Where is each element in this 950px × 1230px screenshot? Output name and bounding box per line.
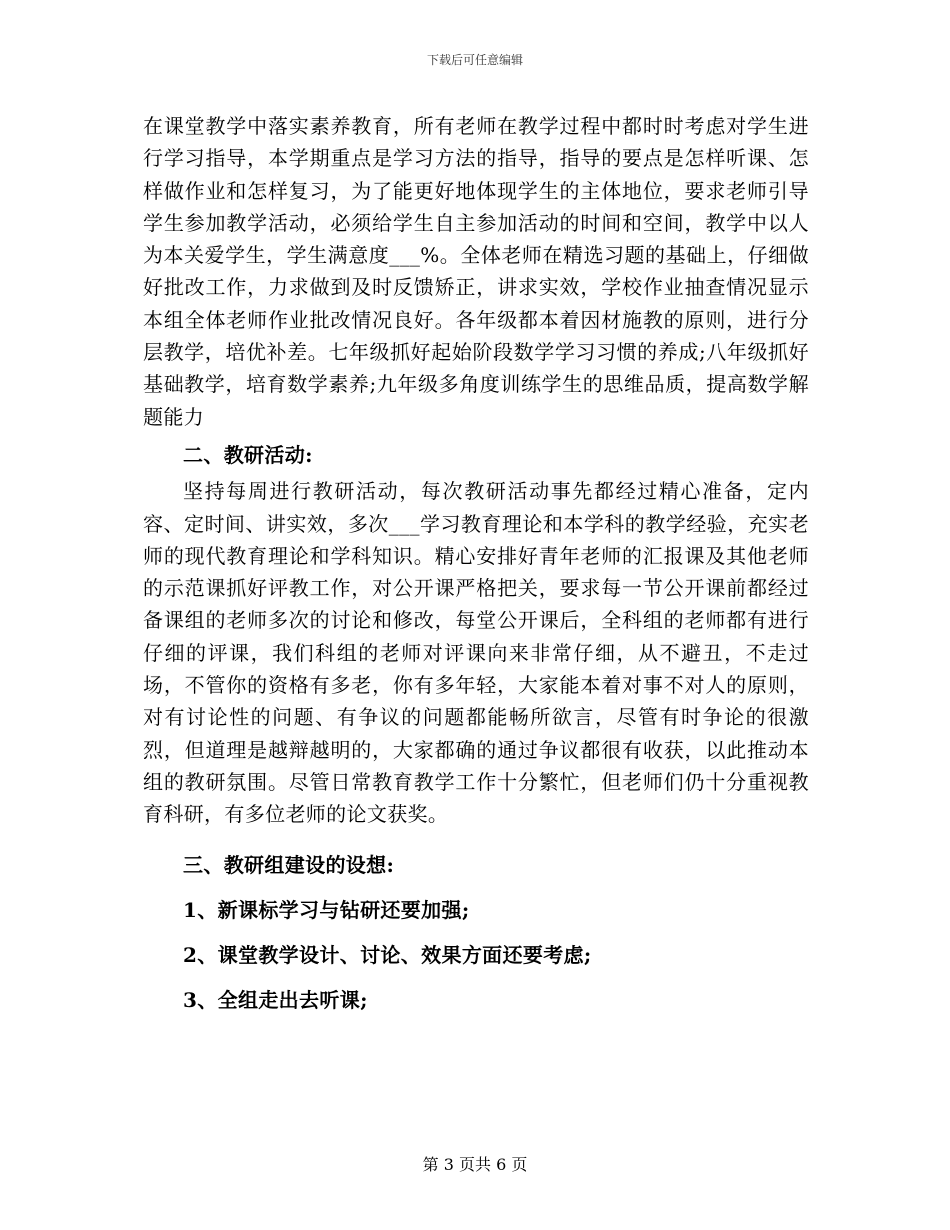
list-item-1: 1、新课标学习与钻研还要加强; [183,897,470,922]
list-item-2: 2、课堂教学设计、讨论、效果方面还要考虑; [183,943,592,968]
page-header: 下载后可任意编辑 [426,53,523,67]
paragraph-teaching: 在课堂教学中落实素养教育，所有老师在教学过程中都时时考虑对学生进行学习指导，本学期重点是学习方法的指导，指导的要点是怎样听课、怎样做作业和怎样复习，为了能更好地体现学生的主体地位，要求老师引导学生参加教学活动，必须给学生自主参加活动的时间和空间，教学中以人为本关爱学生，学生满意度___%。全体老师在精选习题的基础上，仔细做好批改工作，力求做到及时反馈矫正，讲求实效，学校作业抽查情况显示本组全体老师作业批改情况良好。各年级都本着因材施教的原则，进行分层教学，培优补差。七年级抓好起始阶段数学学习习惯的养成;八年级抓好基础教学，培育数学素养;九年级多角度训练学生的思维品质，提高数学解题能力 [143,114,809,429]
page-footer: 第 3 页共 6 页 [422,1155,528,1174]
paragraph-research-activities: 坚持每周进行教研活动，每次教研活动事先都经过精心准备，定内容、定时间、讲实效，多次___学习教育理论和本学科的教学经验，充实老师的现代教育理论和学科知识。精心安排好青年老师的汇报课及其他老师的示范课抓好评教工作，对公开课严格把关，要求每一节公开课前都经过备课组的老师多次的讨论和修改，每堂公开课后，全科组的老师都有进行仔细的评课，我们科组的老师对评课向来非常仔细，从不避丑，不走过场，不管你的资格有多老，你有多年轻，大家能本着对事不对人的原则，对有讨论性的问题、有争议的问题都能畅所欲言，尽管有时争论的很激烈，但道理是越辩越明的，大家都确的通过争议都很有收获，以此推动本组的教研氛围。尽管日常教育教学工作十分繁忙，但老师们仍十分重视教育科研，有多位老师的论文获奖。 [143,479,809,827]
section-heading-group-plans: 三、教研组建设的设想: [183,852,395,877]
list-item-3: 3、全组走出去听课; [183,988,368,1013]
section-heading-research-activities: 二、教研活动: [183,442,313,467]
document-body [143,110,809,1017]
